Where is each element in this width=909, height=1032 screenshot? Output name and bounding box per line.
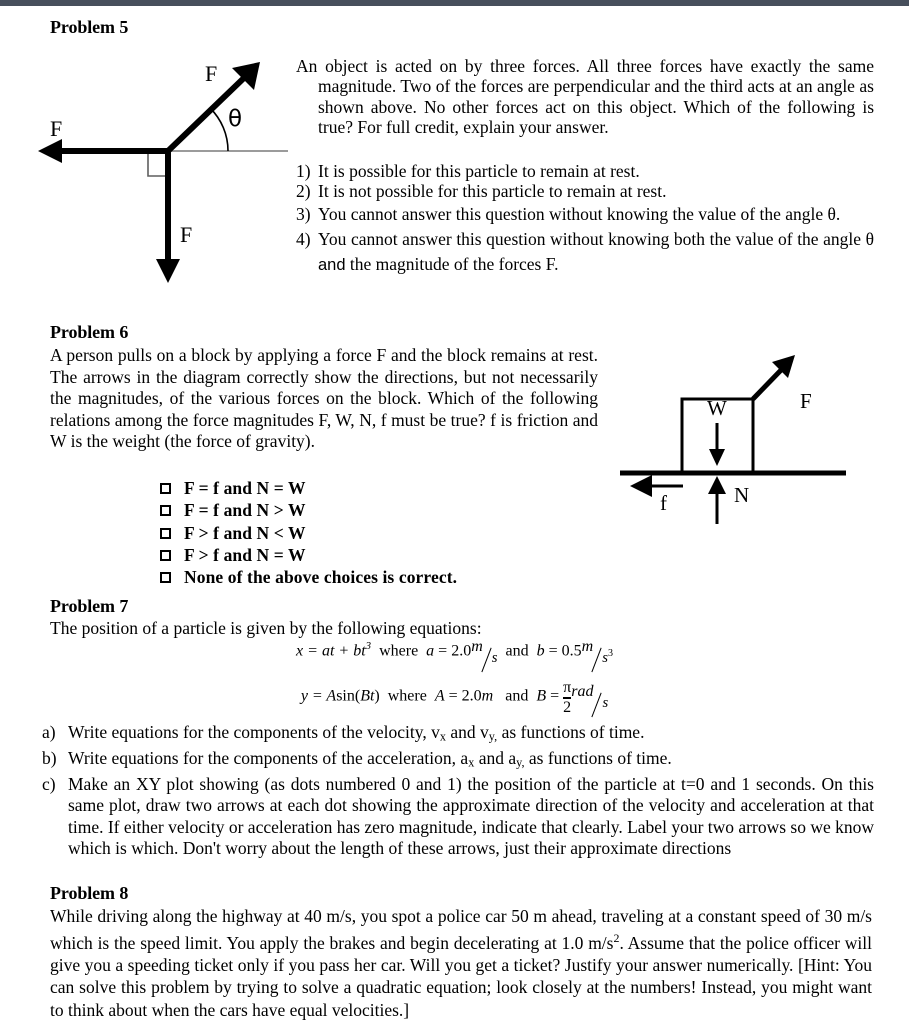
problem-6-choice-5[interactable] <box>160 567 580 589</box>
choice-text-and-emphasis: and <box>318 255 346 274</box>
choice-text-part-b: the magnitude of the forces F. <box>345 253 559 274</box>
choice-text: It is not possible for this particle to remain at rest. <box>318 181 667 202</box>
problem-6-choice-2[interactable] <box>160 500 580 522</box>
problem-5-heading: Problem 5 <box>50 17 129 37</box>
eq2-fn: sin( <box>336 687 361 705</box>
eq1-a-value: 2.0 <box>451 642 472 660</box>
choice-text: None of the above choices is correct. <box>184 567 458 588</box>
eq1-a-units <box>471 637 498 666</box>
eq1-b-label: b <box>536 642 545 660</box>
problem-5-force-diagram <box>20 46 290 301</box>
eq1-where: where <box>379 642 419 660</box>
problem-7-subquestions <box>42 722 874 859</box>
eq1-b-value: 0.5 <box>561 642 582 660</box>
item-text-pre: Write equations for the components of the velocity, v <box>68 722 440 742</box>
eq1-a-label: a <box>426 642 435 660</box>
item-text <box>68 722 874 748</box>
item-text-post: as functions of time. <box>524 747 672 768</box>
eq2-B-label: B <box>536 687 547 705</box>
problem-8-body-text <box>50 905 872 1021</box>
eq1-exponent: 3 <box>365 640 372 652</box>
eq2-close: ) <box>374 687 380 705</box>
item-subscript-1: x <box>439 729 446 744</box>
item-text <box>68 748 874 774</box>
document-page <box>0 6 909 1032</box>
choice-number: 4) <box>296 228 311 249</box>
unit-den-exponent: 3 <box>607 648 613 660</box>
problem-6-choice-list <box>160 478 580 589</box>
choice-text-part-a: You cannot answer this question without knowing both the value of the angle θ <box>318 228 874 249</box>
problem-8-heading: Problem 8 <box>50 883 129 903</box>
problem-5-choice-1[interactable] <box>296 161 874 181</box>
p6-label-weight: W <box>707 396 727 420</box>
problem-8-text-part-1: While driving along the highway at 40 m/s, you spot a police car 50 m ahead, traveling at a constant speed of 30 m/s which is the speed limit. You apply the brakes and begin decelerating at 1.0 m/s <box>50 906 872 954</box>
p6-label-normal: N <box>734 483 750 507</box>
item-label: c) <box>42 773 56 794</box>
problem-6-paragraph: A person pulls on a block by applying a force F and the block remains at rest. The arrows in the diagram correctly show the directions, but not necessarily the magnitudes, of the various forces on the block. Which of the following relations among the force magnitudes F, W, N, f must be true? f is friction and W is the weight (the force of gravity). <box>50 345 598 451</box>
item-text-post: as functions of time. <box>497 722 645 742</box>
p6-label-friction: f <box>660 491 667 515</box>
fraction-denominator: 2 <box>563 698 572 716</box>
problem-6-choice-3[interactable] <box>160 523 580 545</box>
checkbox-icon[interactable] <box>160 568 184 588</box>
eq2-lhs: y = A <box>300 687 337 705</box>
p5-label-f-up: F <box>205 61 218 86</box>
problem-5-choice-2[interactable] <box>296 181 874 201</box>
item-subscript-2: y, <box>516 755 525 770</box>
problem-7-equation-2: y = Asin(Bt) where A = 2.0m and B = $\frac{\pi}{2}$ rads <box>300 679 609 716</box>
choice-number: 3) <box>296 203 311 224</box>
eq2-and: and <box>505 687 529 705</box>
checkbox-icon[interactable] <box>160 479 184 499</box>
problem-6-choice-4[interactable] <box>160 545 580 567</box>
choice-text: F > f and N = W <box>184 544 306 565</box>
problem-6-choice-1[interactable] <box>160 478 580 500</box>
problem-5-choice-list <box>296 161 874 278</box>
unit-numerator: m <box>471 637 483 655</box>
problem-7-heading: Problem 7 <box>50 596 129 616</box>
checkbox-icon[interactable] <box>160 524 184 544</box>
unit-denominator: s <box>491 649 498 666</box>
unit-denominator: s <box>602 695 609 712</box>
choice-text: F = f and N > W <box>184 500 306 521</box>
problem-6-body-text <box>50 345 598 453</box>
item-text-mid: and a <box>474 747 517 768</box>
choice-text: You cannot answer this question without knowing the value of the angle θ. <box>318 203 841 224</box>
problem-5-choice-4[interactable] <box>296 227 874 278</box>
choice-number: 2) <box>296 181 311 202</box>
problem-8-paragraph <box>50 905 872 1021</box>
eq2-where: where <box>387 687 427 705</box>
problem-6-heading: Problem 6 <box>50 322 129 342</box>
eq2-A-label: A <box>434 687 445 705</box>
p5-label-f-left: F <box>50 116 63 141</box>
problem-5-lead-paragraph: An object is acted on by three forces. All three forces have exactly the same magnitude. Two of the forces are perpendicular and the third acts at an angle as shown above. No other forces act on this object. Which of the following is true? For full credit, explain your answer. <box>296 56 874 138</box>
p5-label-theta: θ <box>228 106 243 132</box>
item-text-pre: Write equations for the components of the acceleration, a <box>68 747 469 768</box>
eq2-B-units <box>571 683 609 712</box>
problem-7-intro: The position of a particle is given by the following equations: <box>50 618 482 638</box>
unit-numerator: m <box>581 638 594 656</box>
eq1-lhs: x = at + bt <box>296 642 366 660</box>
choice-text: F = f and N = W <box>184 478 306 498</box>
unit-numerator: rad <box>571 683 594 701</box>
item-label: a) <box>42 722 56 742</box>
choice-number: 1) <box>296 161 311 181</box>
choice-text: It is possible for this particle to remain at rest. <box>318 161 640 181</box>
problem-6-block-diagram <box>612 351 902 526</box>
problem-7-equation-1: x = at + $bt^3$ where a = 2.0ms and $b = 0.5ms^3$ <box>296 637 613 667</box>
fraction-numerator: π <box>563 679 572 696</box>
item-subscript-1: x <box>468 755 475 770</box>
problem-5-lead-text <box>296 56 874 138</box>
eq2-A-unit: m <box>481 687 494 705</box>
eq1-b-units <box>581 638 613 667</box>
choice-text: F > f and N < W <box>184 522 306 543</box>
eq1-and: and <box>505 642 529 660</box>
item-subscript-2: y, <box>488 729 498 744</box>
checkbox-icon[interactable] <box>160 546 184 566</box>
unit-den-base: s <box>602 650 608 667</box>
p5-label-f-down: F <box>180 222 193 247</box>
checkbox-icon[interactable] <box>160 501 184 521</box>
item-text-mid: and v <box>446 722 489 742</box>
p6-label-force: F <box>800 389 812 413</box>
problem-5-choice-3[interactable] <box>296 202 874 227</box>
problem-8-exponent: 2 <box>613 931 620 946</box>
item-label: b) <box>42 747 57 768</box>
eq2-pi-over-two <box>563 680 571 716</box>
problem-7-item-c <box>42 774 874 859</box>
eq2-A-value: 2.0 <box>461 687 482 705</box>
problem-8-text-part-2: . Assume that the police officer will give you a speeding ticket only if you pass her car. Will you get a ticket? Justify your answer numerically. [Hint: You can solve this problem by trying to solve a quadratic equation; look closely at the numbers! Instead, you might want to think about when the cars have equal velocities.] <box>50 933 872 1020</box>
unit-denominator <box>602 650 613 666</box>
choice-text <box>318 227 874 278</box>
item-text: Make an XY plot showing (as dots numbered 0 and 1) the position of the particle at t=0 and 1 seconds. On this same plot, draw two arrows at each dot showing the approximate direction of the velocity and acceleration at that time. If either velocity or acceleration has zero magnitude, indicate that clearly. Label your two arrows so we know which is which. Don't worry about the length of these arrows, just their approximate directions <box>68 773 874 858</box>
problem-7-item-a <box>42 722 874 748</box>
eq2-arg: Bt <box>360 687 375 705</box>
problem-7-item-b <box>42 748 874 774</box>
